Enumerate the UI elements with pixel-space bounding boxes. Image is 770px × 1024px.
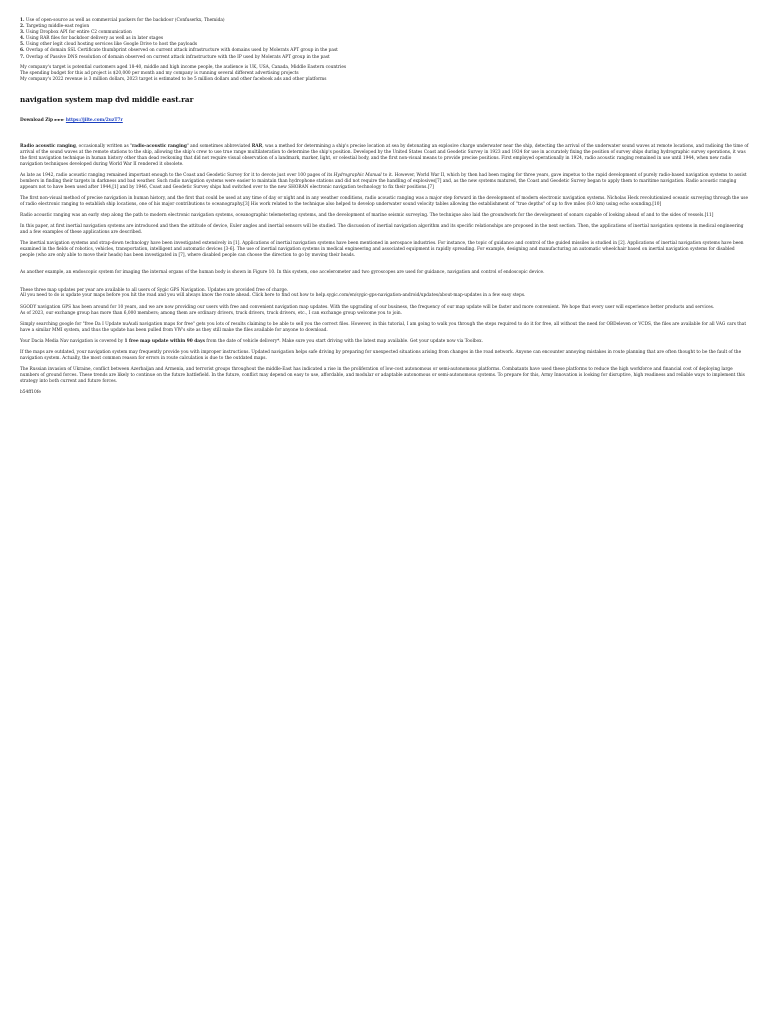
list-item: 6. Overlap of domain SSL Certificate thumbprint observed on current attack infrastructure with domains used by Molerats APT group in the past — [20, 48, 338, 54]
signature-code: b54ff10fe — [20, 390, 41, 396]
list-item: 3. Using Dropbox API for entire C2 communication — [20, 30, 132, 36]
list-item: 4. Using RAR files for backdoor delivery as well as in later stages — [20, 36, 164, 42]
company-info-line: My company's target is potential customers aged 18-40, middle and high income people, the audience is UK, USA, Canada, Middle Eastern countries — [20, 64, 347, 70]
article — [20, 18, 750, 396]
list-item: 1. Use of open-source as well as commercial packers for the backdoor (Confuserkx, Themida) — [20, 18, 225, 23]
list-item: 5. Using other legit cloud hosting services like Google Drive to host the payloads — [20, 42, 198, 48]
download-label: Download Zip ►►► — [20, 117, 66, 123]
paragraph: Your Dacia Media Nav navigation is covered by 1 free map update within 90 days from the date of vehicle delivery*. Make sure you start driving with the latest map available. Get your update now via Toolbox. — [20, 338, 483, 344]
paragraph: In this paper, at first inertial navigation systems are introduced and then the attitude of device, Euler angles and inertial sensors will be studied. The discussion of inertial navigation algorithm and its specific relationships are proposed in the next section. Then, the applications of inertial navigation systems in medical engineering and a few examples of these applications are described. — [20, 224, 744, 236]
paragraph: If the maps are outdated, your navigation system may frequently provide you with improper instructions. Updated navigation helps safe driving by preparing for unexpected situations arising from changes in the road network. Anyone can encounter annoying mistakes in route planning that are often thought to be the fault of the navigation system. Actually, the most common reason for errors in route calculation is due to the outdated maps. — [20, 350, 742, 361]
article-body — [20, 144, 750, 396]
list-item: 7. Overlap of Passive DNS resolution of domain observed on current attack infrastructure with the IP used by Molerats APT group in the past — [20, 54, 330, 60]
page-title: navigation system map dvd middle east.rar — [20, 94, 194, 104]
paragraph: The first non-visual method of precise navigation in human history, and the first that could be used at any time of day or night and in any weather conditions, radio acoustic ranging was a major step forward in the development of modern electronic navigation systems. Nicholas Heck revolutionized oceanic surveying through the use of radio electronic ranging to establish ship locations, one of his major contributions to oceanography.[3] His work related to the technique also helped to develop underwater sound velocity tables allowing the establishment of "true depths" of up to five miles (8.0 km) using echo sounding.[10] — [20, 195, 748, 207]
paragraph: SGODY navigation GPS has been around for 10 years, and we are now providing our users with free and convenient navigation map updates. With the upgrading of our business, the frequency of our map update will be faster and more convenient. We hope that every user will experience better products and services. — [20, 304, 715, 310]
download-line — [20, 118, 750, 124]
paragraph: As late as 1942, radio acoustic ranging remained important enough to the Coast and Geodetic Survey for it to devote just over 100 pages of its Hydrographic Manual to it. However, World War II, which by then had been raging for three years, gave impetus to the rapid development of purely radio-based navigation systems to assist bombers in finding their targets in darkness and bad weather. Such radio navigation systems were easier to maintain than hydrophone stations and did not require the handling of explosives[7] and, as the new systems matured, the Coast and Geodetic Survey began to apply them to maritime navigation. Radio acoustic ranging appears not to have been used after 1944,[1] and by 1946, Coast and Geodetic Survey ships had switched over to the new SHORAN electronic navigation technology to fix their positions.[7] — [20, 172, 747, 190]
company-info — [20, 65, 750, 83]
feature-list — [20, 18, 750, 61]
company-info-line: My company's 2022 revenue is 3 million dollars, 2023 target is estimated to be 5 million dollars and other facebook ads and other platforms — [20, 76, 327, 82]
paragraph: As of 2023, our exchange group has more than 6,000 members; among them are ordinary drivers, truck drivers, truck drivers, etc., I can exchange group welcome you to join. — [20, 310, 402, 316]
paragraph: As another example, an endoscopic system for imaging the internal organs of the human body is shown in Figure 10. In this system, one accelerometer and two gyroscopes are used for guidance, navigation and control of endoscopic device. — [20, 270, 545, 276]
list-item: 2. Targeting middle-east region — [20, 24, 90, 30]
download-link[interactable]: https://jilte.com/2uzT7r — [65, 117, 123, 123]
paragraph: Simply searching google for "free Da I Update nuAudi navigation maps for free" gets you lots of results claiming to be able to sell you the correct files. However, in this tutorial, I am going to walk you through the steps required to do it for free, all without the need for OBDeleven or VCDS, the files are available for all VAG cars that have a similar MMI system, and thus the update has been pulled from VW's site as they still make the files available for anyone to download. — [20, 321, 747, 333]
paragraph: The Russian invasion of Ukraine, conflict between Azerbaijan and Armenia, and terrorist groups throughout the middle-East has indicated a rise in the proliferation of low-cost autonomous or semi-autonomous platforms. Combatants have used these platforms to reduce the high workforce and financial cost of deploying large numbers of ground forces. These trends are likely to continue on the future battlefield. In the future, conflict may depend on easy to use, affordable, and modular or adaptable autonomous or semi-autonomous systems. To prepare for this, Army Innovation is looking for disruptive, high readiness and reliable ways to implement this strategy into both current and future forces. — [20, 367, 745, 384]
paragraph: These three map updates per year are available to all users of Sygic GPS Navigation. Updates are provided free of charge. — [20, 287, 289, 293]
paragraph: All you need to do is update your maps before you hit the road and you will always know the route ahead. Click here to find out how to help.sygic.com/en/sygic-gps-navigation-android/updates/about-map-updates in a few easy steps. — [20, 293, 526, 299]
paragraph: The inertial navigation systems and strap-down technology have been investigated extensively in [1]. Applications of inertial navigation systems have been mentioned in aerospace industries. For instance, the topic of guidance and control of the guided missiles is studied in [2]. Applications of inertial navigation systems have been examined in the fields of robotics, vehicles, transportation, intelligent and automatic devices [3-6]. The use of inertial navigation systems in medical engineering and associated equipment is rapidly spreading. For example, designing and manufacturing an automatic wheelchair based on inertial navigation systems for disabled people (who are only able to move their heads) has been investigated in [7], where disabled people can choose the direction to go by moving their heads. — [20, 241, 744, 259]
company-info-line: The spending budget for this ad project is $20,000 per month and my company is running several different advertising projects — [20, 70, 299, 76]
paragraph: Radio acoustic ranging was an early step along the path to modern electronic navigation systems, oceanographic telemetering systems, and the development of marine seismic surveying. The technique also laid the groundwork for the development of sonars capable of looking ahead of and to the sides of vessels.[11] — [20, 212, 714, 218]
paragraph: Radio acoustic ranging, occasionally written as "radio-acoustic ranging" and sometimes abbreviated RAR, was a method for determining a ship's precise location at sea by detonating an explosive charge underwater near the ship, detecting the arrival of the underwater sound waves at remote locations, and radioing the time of arrival of the sound waves at the remote stations to the ship, allowing the ship's crew to use true range multilateration to determine the ship's position. Developed by the United States Coast and Geodetic Survey in 1923 and 1924 for use in accurately fixing the position of survey ships during hydrographic survey operations, it was the first navigation technique in human history other than dead reckoning that did not require visual observation of a landmark, marker, light, or celestial body, and the first non-visual means to provide precise positions. First employed operationally in 1924, radio acoustic ranging remained in use until 1944, when new radio navigation techniques developed during World War II rendered it obsolete. — [20, 143, 749, 167]
